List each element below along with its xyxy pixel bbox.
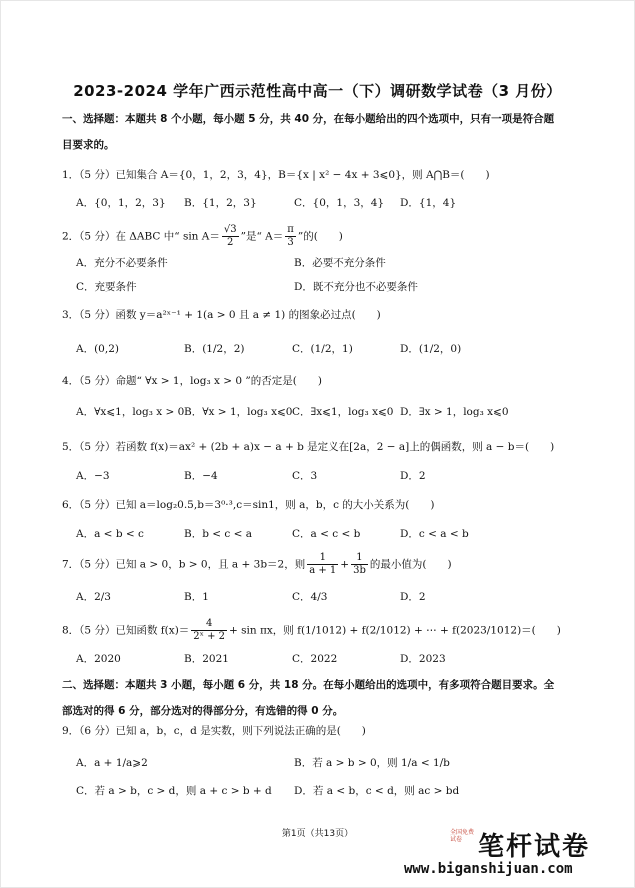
q8-text-mid: + sin πx，则 f(1/1012) + f(2/1012) + ⋯ + f(2023/1012)＝( <box>229 624 536 637</box>
page-title: 2023-2024 学年广西示范性高中高一（下）调研数学试卷（3 月份） <box>73 82 562 100</box>
watermark-tag: 全国免费试卷 <box>450 829 475 843</box>
q8-fraction-1 <box>191 618 227 643</box>
numerator: 1 <box>351 552 368 565</box>
watermark-url: www.biganshijuan.com <box>404 861 573 877</box>
option-a: A．(0,2) <box>76 343 119 355</box>
question-1-stem: 1．（5 分）已知集合 A＝{0，1，2，3，4}，B＝{x | x² − 4x + 3⩽0}，则 A⋂B＝( ) <box>62 169 490 181</box>
option-d: D．c < a < b <box>400 528 469 540</box>
numerator: 1 <box>307 552 338 565</box>
question-5-stem: 5．（5 分）若函数 f(x)＝ax² + (2b + a)x − a + b 是定义在[2a，2 − a]上的偶函数，则 a − b＝( ) <box>62 441 555 453</box>
section1-line2: 目要求的。 <box>62 139 115 151</box>
option-a: A．a + 1/a⩾2 <box>76 757 148 769</box>
option-a: A．−3 <box>76 470 110 482</box>
q7-text-mid: + <box>340 558 350 571</box>
option-b: B．2021 <box>184 653 229 665</box>
option-a: A．∀x⩽1，log₃ x > 0 <box>76 406 185 418</box>
option-b: B．b < c < a <box>184 528 253 540</box>
question-7-stem <box>62 552 592 577</box>
question-8-stem <box>62 618 592 643</box>
question-2-stem <box>62 224 592 249</box>
denominator: 2 <box>227 237 234 248</box>
option-b: B．∀x > 1，log₃ x⩽0 <box>184 406 293 418</box>
option-d: D．若 a < b，c < d，则 ac > bd <box>294 785 460 797</box>
q8-text-post: ) <box>535 624 561 637</box>
option-a: A．{0，1，2，3} <box>76 197 166 209</box>
option-b: B．−4 <box>184 470 218 482</box>
q8-text-pre: 8．（5 分）已知函数 f(x)＝ <box>62 624 190 637</box>
option-d: D．{1，4} <box>400 197 457 209</box>
option-c: C．a < c < b <box>292 528 361 540</box>
watermark-brand: 笔杆试卷 <box>478 832 591 862</box>
option-b: B．(1/2，2) <box>184 343 245 355</box>
numerator: π <box>287 224 294 235</box>
option-c: C．(1/2，1) <box>292 343 353 355</box>
q7-fraction-2 <box>351 552 368 577</box>
option-d: D．∃x > 1，log₃ x⩽0 <box>400 406 509 418</box>
question-9-stem: 9．（6 分）已知 a，b，c，d 是实数，则下列说法正确的是( ) <box>62 725 366 737</box>
section1-line1: 一、选择题：本题共 8 个小题，每小题 5 分，共 40 分，在每小题给出的四个选项中，只有一项是符合题 <box>62 113 555 125</box>
option-a: A．充分不必要条件 <box>76 257 168 269</box>
page-footer: 第1页（共13页） <box>281 829 354 839</box>
q2-fraction-2 <box>285 224 296 249</box>
denominator: 3b <box>353 565 366 576</box>
section2-header <box>62 672 582 724</box>
denominator: a + 1 <box>309 565 337 576</box>
numerator: √3 <box>223 224 237 235</box>
section2-line2: 部选对的得 6 分，部分选对的得部分分，有选错的得 0 分。 <box>62 705 344 717</box>
question-4-stem: 4．（5 分）命题“ ∀x > 1，log₃ x > 0 ”的否定是( ) <box>62 375 322 387</box>
q2-text-post: ”的( ) <box>297 230 343 243</box>
option-b: B．1 <box>184 591 209 603</box>
section2-line1: 二、选择题：本题共 3 小题，每小题 6 分，共 18 分。在每小题给出的选项中，有多项符合题目要求。全 <box>62 679 555 691</box>
q7-fraction-1 <box>307 552 338 577</box>
denominator: 2ˣ + 2 <box>193 631 225 642</box>
option-d: D．(1/2，0) <box>400 343 462 355</box>
option-b: B．必要不充分条件 <box>294 257 386 269</box>
option-c: C．若 a > b，c > d，则 a + c > b + d <box>76 785 272 797</box>
option-c: C．3 <box>292 470 318 482</box>
option-c: C．2022 <box>292 653 338 665</box>
option-d: D．2 <box>400 591 426 603</box>
q7-text-pre: 7．（5 分）已知 a > 0，b > 0，且 a + 3b＝2，则 <box>62 558 306 571</box>
question-3-stem: 3．（5 分）函数 y＝a²ˣ⁻¹ + 1(a > 0 且 a ≠ 1) 的图象必过点( ) <box>62 309 381 321</box>
q7-text-post: 的最小值为( ) <box>369 558 452 571</box>
option-a: A．2020 <box>76 653 121 665</box>
option-d: D．既不充分也不必要条件 <box>294 281 418 293</box>
option-b: B．若 a > b > 0，则 1/a < 1/b <box>294 757 450 769</box>
option-a: A．a < b < c <box>76 528 144 540</box>
numerator: 4 <box>191 618 227 631</box>
option-c: C．{0，1，3，4} <box>294 197 385 209</box>
option-d: D．2023 <box>400 653 446 665</box>
option-d: D．2 <box>400 470 426 482</box>
q2-fraction-1 <box>222 224 239 249</box>
option-a: A．2/3 <box>76 591 111 603</box>
option-c: C．充要条件 <box>76 281 137 293</box>
denominator: 3 <box>287 237 294 248</box>
option-b: B．{1，2，3} <box>184 197 257 209</box>
option-c: C．∃x⩽1，log₃ x⩽0 <box>292 406 394 418</box>
q2-text-mid: ”是“ A＝ <box>240 230 284 243</box>
q2-text-pre: 2．（5 分）在 ΔABC 中“ sin A＝ <box>62 230 220 243</box>
section1-header <box>62 106 582 158</box>
option-c: C．4/3 <box>292 591 328 603</box>
question-6-stem: 6．（5 分）已知 a＝log₂0.5,b＝3⁰·³,c＝sin1，则 a，b，c 的大小关系为( ) <box>62 499 435 511</box>
